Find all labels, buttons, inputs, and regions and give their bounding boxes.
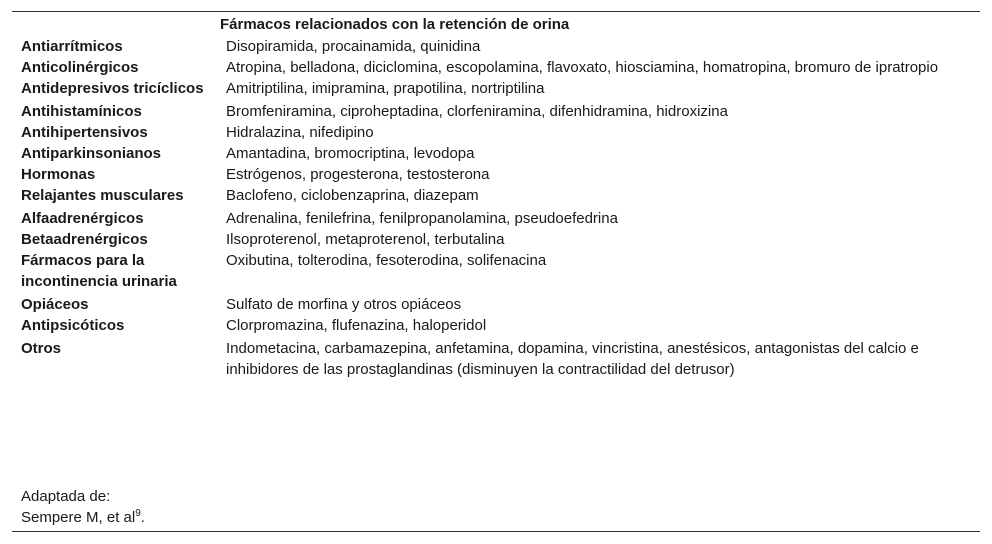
drug-category: Hormonas bbox=[21, 166, 96, 183]
drug-category: Antihistamínicos bbox=[21, 103, 142, 120]
drug-list: Baclofeno, ciclobenzaprina, diazepam bbox=[226, 187, 479, 204]
drug-category: Antihipertensivos bbox=[21, 124, 148, 141]
drug-list: Sulfato de morfina y otros opiáceos bbox=[226, 296, 462, 313]
drug-category: Alfaadrenérgicos bbox=[21, 210, 144, 227]
source-author: Sempere M, et al bbox=[21, 509, 136, 526]
table-row bbox=[21, 229, 961, 250]
table-row bbox=[21, 292, 961, 315]
table-row bbox=[21, 250, 961, 292]
table-row bbox=[21, 143, 961, 164]
drug-category: Otros bbox=[21, 340, 62, 357]
drug-list: Hidralazina, nifedipino bbox=[226, 124, 374, 141]
drug-table bbox=[21, 36, 961, 380]
table-row bbox=[21, 185, 961, 206]
drug-list: Clorpromazina, flufenazina, haloperidol bbox=[226, 317, 487, 334]
drug-category: Betaadrenérgicos bbox=[21, 231, 148, 248]
drug-category: Antiarrítmicos bbox=[21, 38, 123, 55]
drug-category: Relajantes musculares bbox=[21, 187, 184, 204]
reference-number: 9 bbox=[135, 508, 141, 519]
drug-category: Antidepresivos tricíclicos bbox=[21, 80, 204, 97]
drug-category: Fármacos para la incontinencia urinaria bbox=[21, 252, 177, 290]
drug-list: Indometacina, carbamazepina, anfetamina, dopamina, vincristina, anestésicos, antagonistas del calcio e inhibidores de las prostaglandinas (disminuyen la contractilidad del detrusor) bbox=[226, 340, 919, 378]
bottom-rule bbox=[12, 531, 980, 532]
drug-category: Antipsicóticos bbox=[21, 317, 125, 334]
table-row bbox=[21, 315, 961, 336]
table-row bbox=[21, 164, 961, 185]
drug-list: Oxibutina, tolterodina, fesoterodina, solifenacina bbox=[226, 252, 547, 269]
table-row bbox=[21, 99, 961, 122]
drug-list: Amitriptilina, imipramina, prapotilina, nortriptilina bbox=[226, 80, 545, 97]
drug-list: Ilsoproterenol, metaproterenol, terbutalina bbox=[226, 231, 505, 248]
drug-category: Antiparkinsonianos bbox=[21, 145, 162, 162]
drug-category: Anticolinérgicos bbox=[21, 59, 139, 76]
table-row bbox=[21, 122, 961, 143]
table-row bbox=[21, 78, 961, 99]
drug-list: Amantadina, bromocriptina, levodopa bbox=[226, 145, 475, 162]
table-row bbox=[21, 206, 961, 229]
source-citation bbox=[21, 507, 145, 528]
source-note bbox=[21, 486, 145, 528]
table-row bbox=[21, 336, 961, 380]
table-header: Fármacos relacionados con la retención de orina bbox=[220, 16, 570, 33]
source-label: Adaptada de: bbox=[21, 488, 111, 505]
source-period: . bbox=[140, 509, 145, 526]
drug-list: Atropina, belladona, diciclomina, escopolamina, flavoxato, hiosciamina, homatropina, bromuro de ipratropio bbox=[226, 59, 939, 76]
drug-list: Bromfeniramina, ciproheptadina, clorfeniramina, difenhidramina, hidroxizina bbox=[226, 103, 728, 120]
table-row bbox=[21, 57, 961, 78]
table-row bbox=[21, 36, 961, 57]
top-rule bbox=[12, 11, 980, 12]
drug-category: Opiáceos bbox=[21, 296, 89, 313]
drug-list: Disopiramida, procainamida, quinidina bbox=[226, 38, 481, 55]
drug-list: Estrógenos, progesterona, testosterona bbox=[226, 166, 490, 183]
drug-list: Adrenalina, fenilefrina, fenilpropanolamina, pseudoefedrina bbox=[226, 210, 618, 227]
